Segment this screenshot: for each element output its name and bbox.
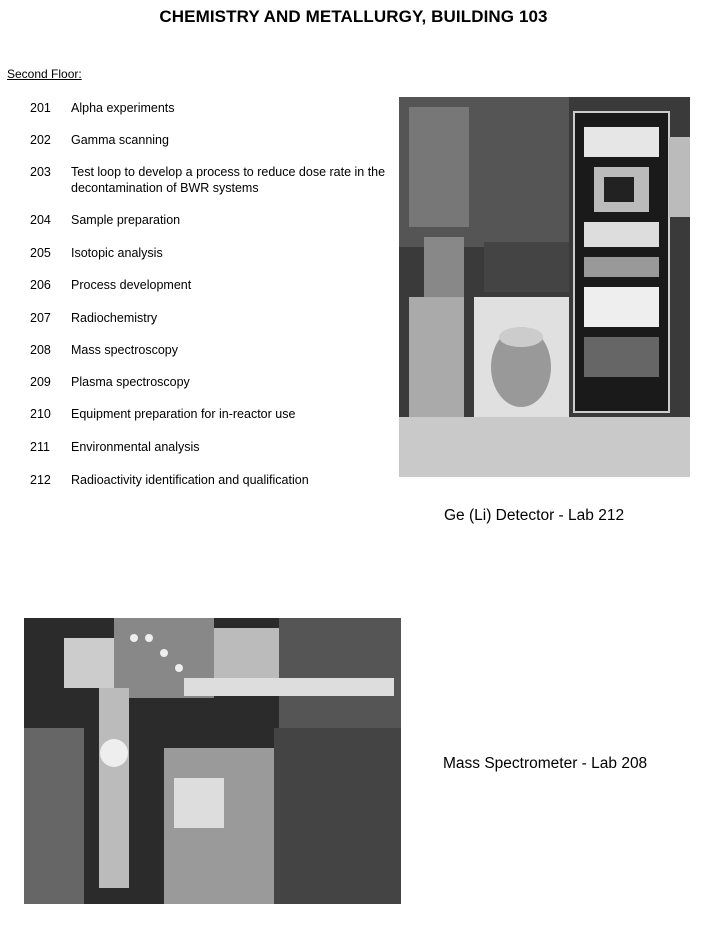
- room-description: Process development: [71, 278, 192, 292]
- detector-photo: [399, 97, 690, 477]
- room-description: Test loop to develop a process to reduce dose rate in the decontamination of BWR systems: [71, 165, 386, 195]
- room-number: 212: [30, 473, 51, 487]
- room-item: [30, 342, 386, 358]
- room-item: [30, 100, 386, 116]
- room-number: 211: [30, 440, 50, 454]
- room-description: Alpha experiments: [71, 101, 175, 115]
- room-number: 205: [30, 246, 51, 260]
- room-item: [30, 439, 386, 455]
- room-item: [30, 374, 386, 390]
- detector-photo-graphic: [399, 97, 690, 477]
- room-number: 207: [30, 311, 51, 325]
- room-number: 203: [30, 165, 51, 179]
- room-item: [30, 212, 386, 228]
- room-number: 208: [30, 343, 51, 357]
- room-item: [30, 310, 386, 326]
- spectrometer-photo-graphic: [24, 618, 401, 904]
- room-item: [30, 245, 386, 261]
- room-number: 204: [30, 213, 51, 227]
- room-item: [30, 277, 386, 293]
- room-item: [30, 132, 386, 148]
- room-description: Isotopic analysis: [71, 246, 163, 260]
- room-number: 201: [30, 101, 51, 115]
- room-item: [30, 406, 386, 422]
- room-item: [30, 164, 386, 196]
- detector-caption: Ge (Li) Detector - Lab 212: [444, 507, 625, 524]
- room-description: Gamma scanning: [71, 133, 169, 147]
- spectrometer-photo: [24, 618, 401, 904]
- room-description: Mass spectroscopy: [71, 343, 178, 357]
- room-number: 206: [30, 278, 51, 292]
- room-description: Radiochemistry: [71, 311, 158, 325]
- room-number: 210: [30, 407, 51, 421]
- room-description: Sample preparation: [71, 213, 181, 227]
- spectrometer-caption: Mass Spectrometer - Lab 208: [443, 755, 648, 772]
- page-title: CHEMISTRY AND METALLURGY, BUILDING 103: [159, 7, 548, 26]
- room-description: Plasma spectroscopy: [71, 375, 190, 389]
- room-number: 209: [30, 375, 51, 389]
- room-number: 202: [30, 133, 51, 147]
- room-description: Equipment preparation for in-reactor use: [71, 407, 296, 421]
- floor-heading: Second Floor:: [7, 67, 82, 81]
- room-description: Radioactivity identification and qualification: [71, 473, 309, 487]
- room-description: Environmental analysis: [71, 440, 200, 454]
- room-item: [30, 472, 386, 488]
